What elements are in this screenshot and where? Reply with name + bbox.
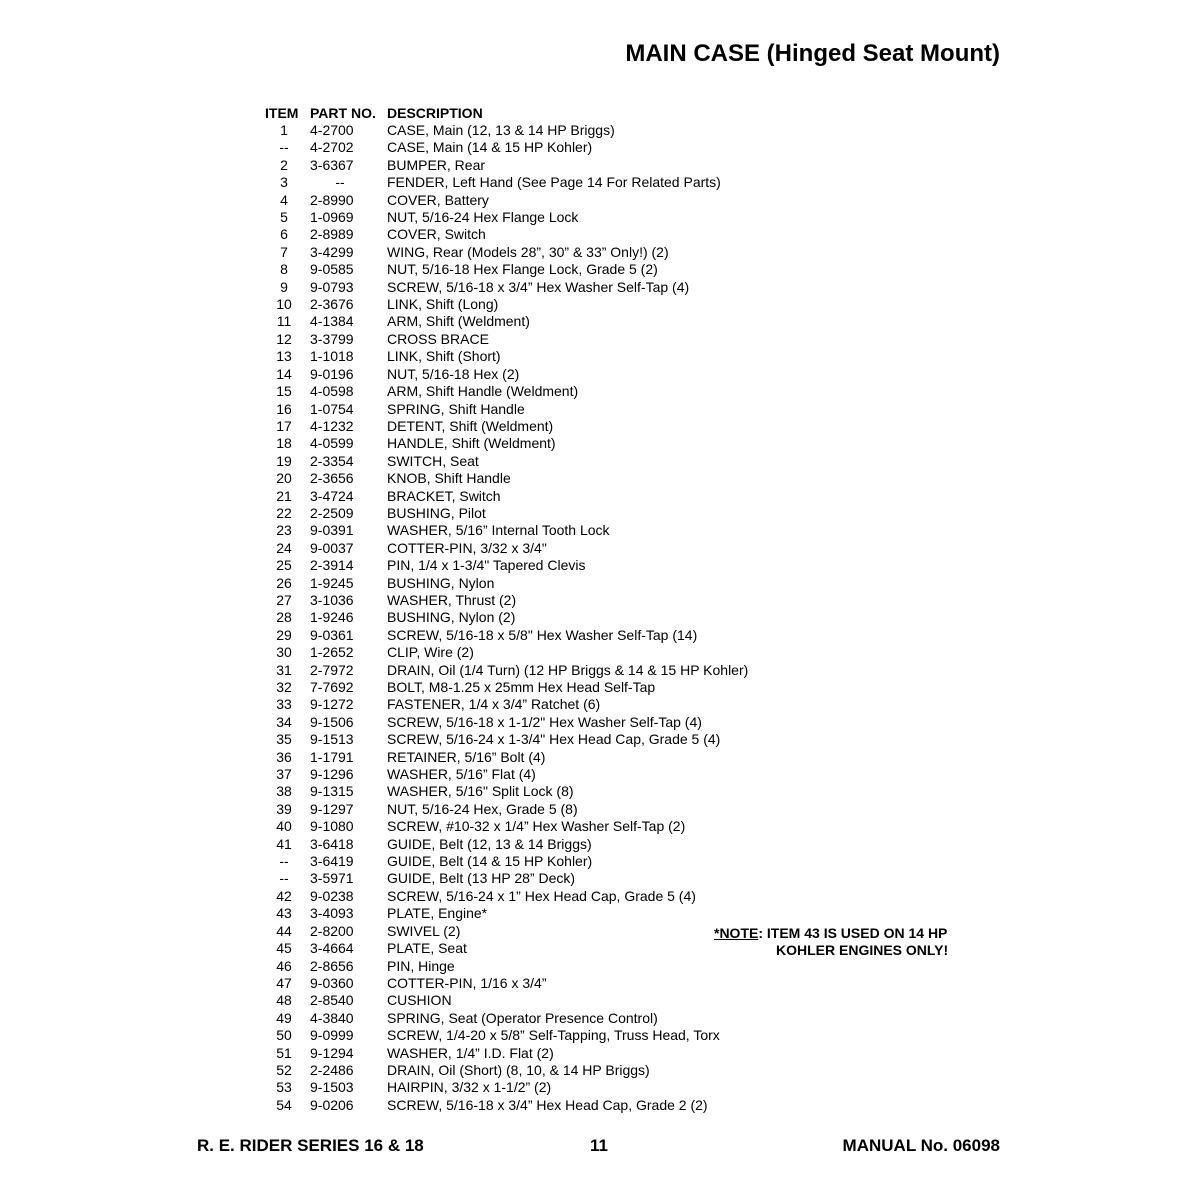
part-number: 9-1513 (310, 731, 354, 748)
part-description: COVER, Switch (387, 226, 486, 243)
item-number: -- (279, 853, 289, 870)
part-description: NUT, 5/16-18 Hex Flange Lock, Grade 5 (2) (387, 261, 658, 278)
part-description: PIN, 1/4 x 1-3/4" Tapered Clevis (387, 557, 586, 574)
part-number: -- (335, 174, 345, 191)
part-description: GUIDE, Belt (13 HP 28” Deck) (387, 870, 576, 887)
part-description: CROSS BRACE (387, 330, 489, 347)
item-number: 3 (280, 174, 288, 191)
part-description: PIN, Hinge (387, 957, 455, 974)
item-number: 30 (276, 644, 292, 661)
part-description: ARM, Shift Handle (Weldment) (387, 383, 579, 400)
part-number: 1-1791 (310, 748, 354, 765)
item-number: 39 (276, 800, 292, 817)
part-description: WASHER, 1/4” I.D. Flat (2) (387, 1044, 554, 1061)
engine-note (714, 925, 948, 960)
item-number: 27 (276, 591, 292, 608)
part-description: DRAIN, Oil (Short) (8, 10, & 14 HP Briggs) (387, 1061, 650, 1078)
item-number: 36 (276, 748, 292, 765)
item-number: 15 (276, 383, 292, 400)
part-description: PLATE, Seat (387, 940, 467, 957)
part-description: BRACKET, Switch (387, 487, 501, 504)
item-number: 21 (276, 487, 292, 504)
footer-page-number: 11 (590, 1136, 608, 1155)
item-number: 1 (280, 122, 288, 138)
part-description: SPRING, Seat (Operator Presence Control) (387, 1009, 658, 1026)
item-number: 25 (276, 557, 292, 574)
part-description: WASHER, 5/16” Flat (4) (387, 766, 536, 783)
part-number: 4-3840 (310, 1009, 354, 1026)
item-number: 43 (276, 905, 292, 922)
part-description: SWITCH, Seat (387, 452, 479, 469)
item-number: 49 (276, 1009, 292, 1026)
part-description: SCREW, 5/16-18 x 5/8" Hex Washer Self-Tap (14) (387, 626, 698, 643)
part-number: 2-8200 (310, 922, 354, 939)
item-number: 50 (276, 1027, 292, 1044)
part-description: BUSHING, Nylon (387, 574, 495, 591)
header-part-no: PART NO. (310, 105, 376, 121)
part-number: 9-1503 (310, 1079, 354, 1096)
part-number: 9-0999 (310, 1027, 354, 1044)
part-description: SPRING, Shift Handle (387, 400, 525, 417)
item-number: 4 (280, 191, 288, 208)
item-number: 7 (280, 243, 288, 260)
part-description: HAIRPIN, 3/32 x 1-1/2” (2) (387, 1079, 552, 1096)
header-description: DESCRIPTION (387, 105, 483, 121)
part-number: 7-7692 (310, 679, 354, 695)
item-number: 24 (276, 539, 292, 556)
part-number: 4-0599 (310, 435, 354, 452)
part-number: 1-1018 (310, 348, 354, 365)
item-number: 41 (276, 835, 292, 852)
part-description: NUT, 5/16-24 Hex Flange Lock (387, 209, 579, 226)
item-number: 9 (280, 278, 288, 295)
note-line-1 (714, 925, 948, 942)
part-number: 2-8989 (310, 226, 354, 243)
item-number: 28 (276, 609, 292, 626)
item-number: 48 (276, 992, 292, 1009)
part-number: 9-1080 (310, 818, 354, 835)
part-number: 1-2652 (310, 644, 354, 661)
part-description: FENDER, Left Hand (See Page 14 For Related Parts) (387, 174, 721, 191)
part-description: WASHER, 5/16” Internal Tooth Lock (387, 522, 610, 539)
part-description: BUMPER, Rear (387, 156, 486, 173)
part-number: 3-4724 (310, 487, 354, 504)
part-number: 2-8656 (310, 957, 354, 974)
part-number: 2-3914 (310, 557, 354, 574)
item-number: 46 (276, 957, 292, 974)
part-number: 9-1315 (310, 783, 354, 800)
part-number: 9-0037 (310, 539, 354, 556)
part-number: 3-4664 (310, 940, 354, 957)
part-description: SCREW, #10-32 x 1/4” Hex Washer Self-Tap (2) (387, 818, 686, 835)
part-description: SCREW, 5/16-24 x 1” Hex Head Cap, Grade 5 (4) (387, 887, 696, 904)
item-number: 6 (280, 226, 288, 243)
footer-series: R. E. RIDER SERIES 16 & 18 (197, 1136, 424, 1155)
part-number: 3-4093 (310, 905, 354, 922)
item-number: -- (279, 870, 289, 887)
item-number: -- (279, 139, 289, 156)
part-description: GUIDE, Belt (14 & 15 HP Kohler) (387, 853, 593, 870)
part-number: 9-0793 (310, 278, 354, 295)
note-line-2: KOHLER ENGINES ONLY! (776, 942, 949, 959)
part-description: FASTENER, 1/4 x 3/4” Ratchet (6) (387, 696, 601, 713)
part-number: 9-1272 (310, 696, 354, 713)
part-number: 9-0391 (310, 522, 354, 539)
part-description: ARM, Shift (Weldment) (387, 313, 530, 330)
item-number: 47 (276, 974, 292, 991)
item-number: 26 (276, 574, 292, 591)
part-description: KNOB, Shift Handle (387, 470, 511, 487)
part-description: CLIP, Wire (2) (387, 644, 474, 661)
part-description: PLATE, Engine* (387, 905, 488, 922)
item-number: 52 (276, 1061, 292, 1078)
item-number: 8 (280, 261, 288, 278)
part-number: 9-1297 (310, 800, 354, 817)
item-number: 53 (276, 1079, 292, 1096)
part-number: 9-1294 (310, 1044, 354, 1061)
part-description: BUSHING, Nylon (2) (387, 609, 516, 626)
item-number: 34 (276, 713, 292, 730)
part-number: 1-0969 (310, 209, 354, 226)
part-number: 9-0585 (310, 261, 354, 278)
part-description: NUT, 5/16-24 Hex, Grade 5 (8) (387, 800, 578, 817)
part-description: GUIDE, Belt (12, 13 & 14 Briggs) (387, 835, 592, 852)
item-number: 54 (276, 1096, 292, 1113)
part-number: 1-9246 (310, 609, 354, 626)
item-number: 5 (280, 209, 288, 226)
part-number: 2-7972 (310, 661, 354, 678)
part-description: WASHER, Thrust (2) (387, 591, 517, 608)
part-description: DRAIN, Oil (1/4 Turn) (12 HP Briggs & 14 & 15 HP Kohler) (387, 661, 749, 678)
item-number: 37 (276, 766, 292, 783)
part-number: 4-0598 (310, 383, 354, 400)
part-description: LINK, Shift (Short) (387, 348, 501, 365)
item-number: 2 (280, 156, 288, 173)
item-number: 12 (276, 330, 292, 347)
item-number: 19 (276, 452, 292, 469)
item-number: 44 (276, 922, 292, 939)
item-number: 18 (276, 435, 292, 452)
item-number: 10 (276, 296, 292, 313)
page-title: MAIN CASE (Hinged Seat Mount) (625, 40, 1000, 67)
item-number: 32 (276, 679, 292, 695)
part-description: SWIVEL (2) (387, 922, 461, 939)
header-item: ITEM (265, 105, 299, 121)
part-description: COTTER-PIN, 3/32 x 3/4" (387, 539, 547, 556)
part-number: 9-1506 (310, 713, 354, 730)
part-description: WASHER, 5/16" Split Lock (8) (387, 783, 574, 800)
part-description: SCREW, 5/16-18 x 3/4” Hex Head Cap, Grade 2 (2) (387, 1096, 708, 1113)
part-number: 2-8990 (310, 191, 354, 208)
part-description: COVER, Battery (387, 191, 489, 208)
part-number: 4-2702 (310, 139, 354, 156)
part-number: 9-1296 (310, 766, 354, 783)
item-number: 14 (276, 365, 292, 382)
item-number: 31 (276, 661, 292, 678)
part-description: WING, Rear (Models 28”, 30” & 33” Only!) (2) (387, 243, 669, 260)
part-description: RETAINER, 5/16” Bolt (4) (387, 748, 546, 765)
part-number: 2-8540 (310, 992, 354, 1009)
item-number: 22 (276, 504, 292, 521)
part-description: SCREW, 1/4-20 x 5/8” Self-Tapping, Truss Head, Torx (387, 1027, 720, 1044)
item-number: 38 (276, 783, 292, 800)
part-number: 3-5971 (310, 870, 354, 887)
item-number: 23 (276, 522, 292, 539)
item-number: 29 (276, 626, 292, 643)
part-number: 2-3656 (310, 470, 354, 487)
part-description: SCREW, 5/16-24 x 1-3/4" Hex Head Cap, Grade 5 (4) (387, 731, 721, 748)
part-description: BUSHING, Pilot (387, 504, 486, 521)
part-description: LINK, Shift (Long) (387, 296, 499, 313)
item-number: 35 (276, 731, 292, 748)
item-number: 11 (276, 313, 292, 330)
item-number: 13 (276, 348, 292, 365)
note-text-1: : ITEM 43 IS USED ON 14 HP (758, 925, 948, 941)
part-description: HANDLE, Shift (Weldment) (387, 435, 556, 452)
part-number: 2-2509 (310, 504, 354, 521)
part-description: DETENT, Shift (Weldment) (387, 417, 554, 434)
item-number: 42 (276, 887, 292, 904)
part-number: 1-9245 (310, 574, 354, 591)
part-number: 9-0361 (310, 626, 354, 643)
item-number: 20 (276, 470, 292, 487)
part-number: 9-0206 (310, 1096, 354, 1113)
item-number: 51 (276, 1044, 292, 1061)
note-label: *NOTE (714, 925, 759, 941)
part-number: 3-1036 (310, 591, 354, 608)
part-description: SCREW, 5/16-18 x 3/4” Hex Washer Self-Tap (4) (387, 278, 690, 295)
part-number: 3-6418 (310, 835, 354, 852)
item-number: 16 (276, 400, 292, 417)
part-description: NUT, 5/16-18 Hex (2) (387, 365, 520, 382)
part-number: 9-0360 (310, 974, 354, 991)
item-number: 45 (276, 940, 292, 957)
part-number: 2-3676 (310, 296, 354, 313)
part-number: 4-1384 (310, 313, 354, 330)
part-description: CASE, Main (12, 13 & 14 HP Briggs) (387, 122, 615, 138)
part-number: 9-0196 (310, 365, 354, 382)
part-description: COTTER-PIN, 1/16 x 3/4” (387, 974, 547, 991)
part-number: 3-6367 (310, 156, 354, 173)
part-number: 9-0238 (310, 887, 354, 904)
part-number: 4-1232 (310, 417, 354, 434)
part-number: 2-2486 (310, 1061, 354, 1078)
part-number: 4-2700 (310, 122, 354, 138)
part-number: 3-4299 (310, 243, 354, 260)
part-number: 1-0754 (310, 400, 354, 417)
part-number: 3-6419 (310, 853, 354, 870)
item-number: 17 (276, 417, 292, 434)
item-number: 33 (276, 696, 292, 713)
part-description: BOLT, M8-1.25 x 25mm Hex Head Self-Tap (387, 679, 656, 695)
footer-manual-number: MANUAL No. 06098 (842, 1136, 1000, 1155)
part-description: SCREW, 5/16-18 x 1-1/2" Hex Washer Self-Tap (4) (387, 713, 702, 730)
item-number: 40 (276, 818, 292, 835)
part-number: 2-3354 (310, 452, 354, 469)
part-description: CASE, Main (14 & 15 HP Kohler) (387, 139, 593, 156)
part-description: CUSHION (387, 992, 452, 1009)
part-number: 3-3799 (310, 330, 354, 347)
